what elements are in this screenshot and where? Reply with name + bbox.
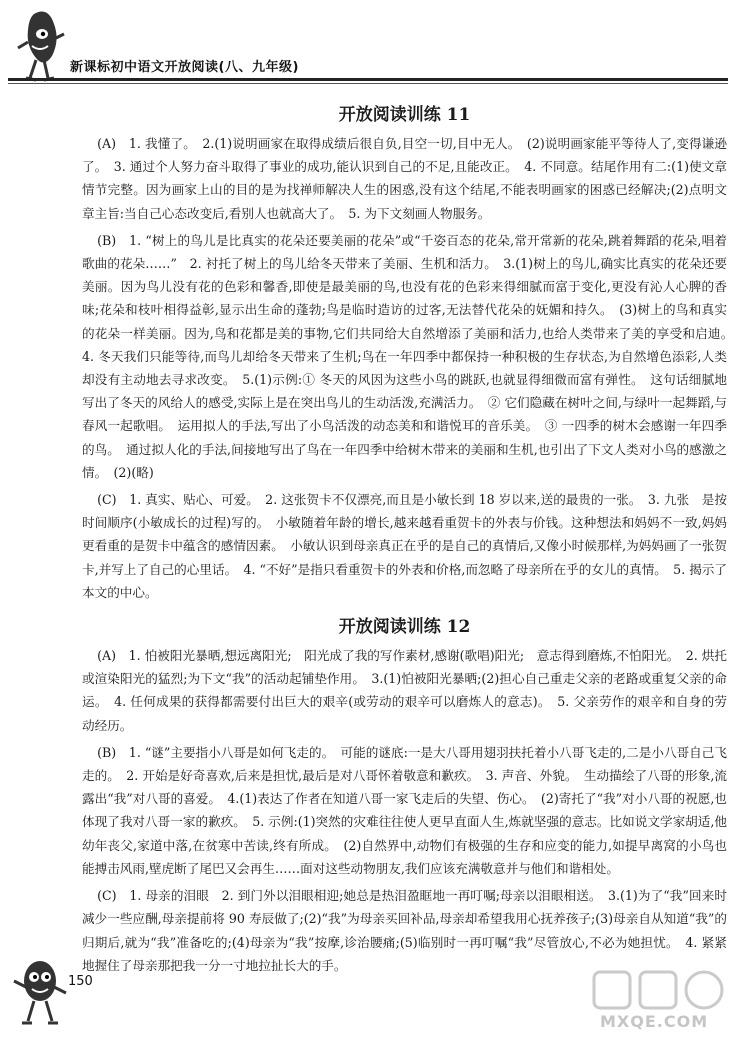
cartoon-mascot-icon <box>10 955 70 1035</box>
header-title: 新课标初中语文开放阅读(八、九年级) <box>70 60 299 75</box>
section-title: 开放阅读训练 11 <box>338 105 471 125</box>
section-title: 开放阅读训练 12 <box>338 617 471 638</box>
answer-content <box>82 92 740 981</box>
page-header <box>0 0 750 96</box>
cartoon-mascot-icon <box>14 6 72 86</box>
page-number: 150 <box>68 974 93 989</box>
answer-paragraph: (A) 1. 我懂了。 2.(1)说明画家在取得成绩后很自负,目空一切,目中无人。 (2)说明画家能平等待人了,变得谦逊了。 3. 通过个人努力奋斗取得了事业的成功,能认识到自己的不足,且能改正。 4. 不同意。结尾作用有二:(1)使文章情节完整。因为画家上山的目的是为找禅师解决人生的困惑,没有这个结尾,不能表明画家的困惑已经解决;(2)点明文章主旨:当自己心态改变后,看别人也就高大了。 5. 为下文刻画人物服务。 <box>82 136 727 221</box>
header-divider <box>8 78 728 81</box>
answer-paragraph: (A) 1. 怕被阳光暴晒,想远离阳光; 阳光成了我的写作素材,感谢(歌唱)阳光; 意志得到磨炼,不怕阳光。 2. 烘托或渲染阳光的猛烈;为下文“我”的活动起铺垫作用。 3.(1)怕被阳光暴晒;(2)担心自己重走父亲的老路或重复父亲的命运。 4. 任何成果的获得都需要付出巨大的艰辛(或劳动的艰辛可以磨炼人的意志)。 5. 父亲劳作的艰辛和自身的劳动经历。 <box>82 648 727 733</box>
answer-paragraph: (B) 1. “树上的鸟儿是比真实的花朵还要美丽的花朵”或“千姿百态的花朵,常开常新的花朵,跳着舞蹈的花朵,唱着歌曲的花朵……” 2. 衬托了树上的鸟儿给冬天带来了美丽、生机和活力。 3.(1)树上的鸟儿,确实比真实的花朵还要美丽。因为鸟儿没有花的色彩和馨香,即使是最美丽的鸟,也没有花的色彩来得细腻而富于变化,更没有沁人心脾的香味;花朵和枝叶相得益彰,显示出生命的蓬勃;鸟是临时造访的过客,无法替代花朵的妩媚和持久。 (3)树上的鸟和真实的花朵一样美丽。因为,鸟和花都是美的事物,它们共同给大自然增添了美丽和活力,也给人类带来了美的享受和启迪。 4. 冬天我们只能等待,而鸟儿却给冬天带来了生机;鸟在一年四季中都保持一种积极的生存状态,为自然增色添彩,人类却没有主动地去寻求改变。 5.(1)示例:① 冬天的风因为这些小鸟的跳跃,也就显得细微而富有弹性。 这句话细腻地写出了冬天的风给人的感受,实际上是在突出鸟儿的生动活泼,充满活力。 ② 它们隐藏在树叶之间,与绿叶一起舞蹈,与春风一起歌唱。 运用拟人的手法,写出了小鸟活泼的动态美和和谐悦耳的音乐美。 ③ 一四季的树木会感谢一年四季的鸟。 通过拟人化的手法,间接地写出了鸟在一年四季中给树木带来的美丽和生机,也引出了下文人类对小鸟的感激之情。 (2)(略) <box>82 232 740 480</box>
answer-paragraph: (C) 1. 母亲的泪眼 2. 到门外以泪眼相迎;她总是热泪盈眶地一再叮嘱;母亲以泪眼相送。 3.(1)为了“我”回来时减少一些应酬,母亲提前将 90 寿辰做了;(2)“我”为母亲买回补品,母亲却希望我用心抚养孩子;(3)母亲自从知道“我”的归期后,就为“我”准备吃的;(4)母亲为“我”按摩,诊治腰痛;(5)临别时一再叮嘱“我”尽管放心,不必为她担忧。 4. 紧紧地握住了母亲那把我一分一寸地拉扯长大的手。 <box>82 888 727 973</box>
answer-paragraph: (B) 1. “谜”主要指小八哥是如何飞走的。 可能的谜底:一是大八哥用翅羽扶托着小八哥飞走的,二是小八哥自己飞走的。 2. 开始是好奇喜欢,后来是担忧,最后是对八哥怀着敬意和歉疚。 3. 声音、外貌。 生动描绘了八哥的形象,流露出“我”对八哥的喜爱。 4.(1)表达了作者在知道八哥一家飞走后的失望、伤心。 (2)寄托了“我”对小八哥的祝愿,也体现了我对八哥一家的歉疚。 5. 示例:(1)突然的灾难往往使人更早直面人生,炼就坚强的意志。比如说文学家胡适,他幼年丧父,家道中落,在贫寒中苦读,终有所成。 (2)自然界中,动物们有极强的生存和应变的能力,如提早离窝的小鸟也能搏击风雨,壁虎断了尾巴又会再生……面对这些动物朋友,我们应该充满敬意并与他们和谐相处。 <box>82 744 727 876</box>
answer-paragraph: (C) 1. 真实、贴心、可爱。 2. 这张贺卡不仅漂亮,而且是小敏长到 18 岁以来,送的最贵的一张。 3. 九张 是按时间顺序(小敏成长的过程)写的。 小敏随着年龄的增长,越来越看重贺卡的外表与价钱。这种想法和妈妈不一致,妈妈更看重的是贺卡中蕴含的感情因素。 小敏认识到母亲真正在乎的是自己的真情后,又像小时候那样,为妈妈画了一张贺卡,并写上了自己的心里话。 4. “不好”是指只看重贺卡的外表和价格,而忽略了母亲所在乎的女儿的真情。 5. 揭示了本文的中心。 <box>82 492 727 600</box>
header-divider-thin <box>8 83 728 84</box>
watermark-text: MXQE.COM <box>600 1012 709 1031</box>
